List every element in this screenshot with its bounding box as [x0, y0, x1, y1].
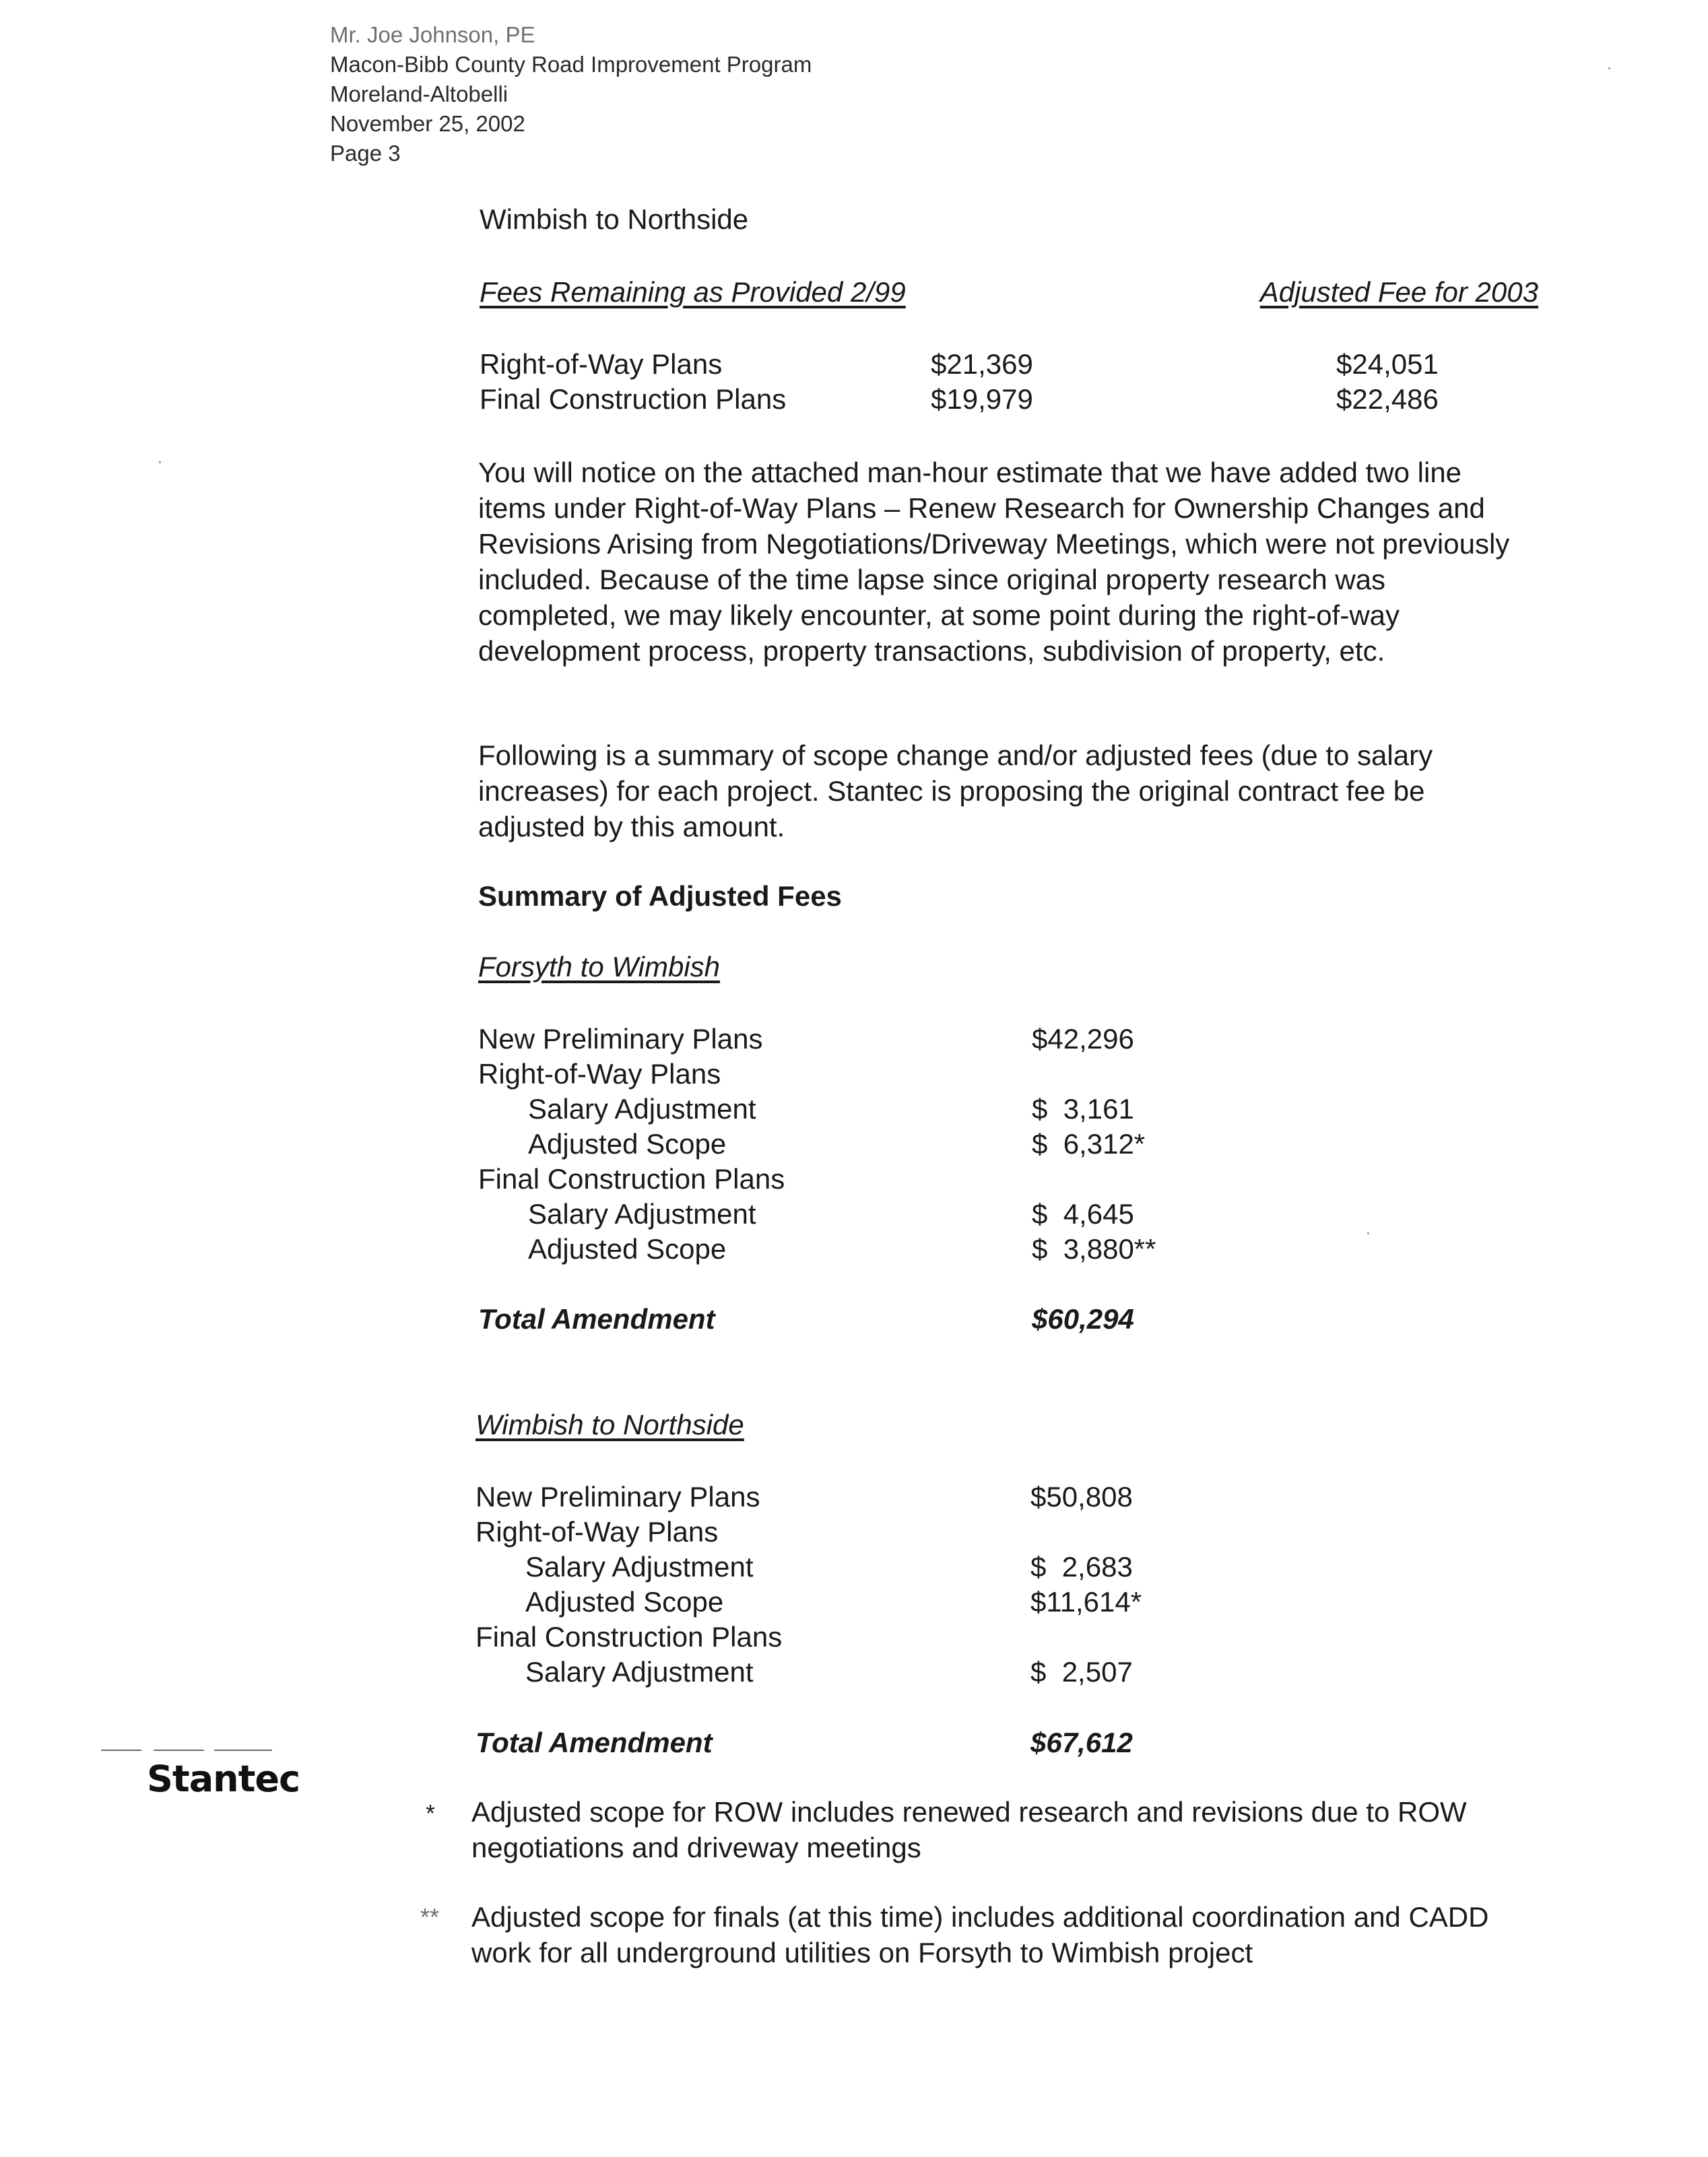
project2-name: Wimbish to Northside [475, 1409, 744, 1440]
footnote2-text: Adjusted scope for finals (at this time) includes additional coordination and CADD work for all underground utilities on Forsyth to Wimbish project [471, 1901, 1489, 1968]
p2-amount-row-salary: $ 2,683 [1030, 1551, 1133, 1583]
header-recipient: Mr. Joe Johnson, PE [330, 22, 535, 47]
row-adjusted-final-construction: $22,486 [1336, 383, 1439, 415]
p1-label-final-construction: Final Construction Plans [478, 1163, 785, 1195]
logo-rule-4 [237, 1750, 272, 1751]
p2-amount-row-scope: $11,614* [1030, 1586, 1142, 1618]
p1-amount-row-scope: $ 6,312* [1032, 1128, 1146, 1160]
p1-label-right-of-way: Right-of-Way Plans [478, 1058, 721, 1090]
section1-title: Wimbish to Northside [480, 203, 749, 235]
p1-amount-row-salary: $ 3,161 [1032, 1093, 1134, 1125]
adjusted-fee-heading: Adjusted Fee for 2003 [1259, 276, 1538, 308]
summary-title: Summary of Adjusted Fees [478, 880, 842, 912]
scan-speck [1367, 1232, 1369, 1234]
header-company: Moreland-Altobelli [330, 81, 508, 106]
scan-speck [159, 461, 161, 463]
header-date: November 25, 2002 [330, 111, 525, 136]
p1-amount-final-scope: $ 3,880** [1032, 1233, 1156, 1265]
p2-amount-new-preliminary: $50,808 [1030, 1481, 1133, 1513]
row-adjusted-right-of-way: $24,051 [1336, 348, 1439, 380]
p2-label-row-scope: Adjusted Scope [525, 1586, 724, 1618]
p1-label-final-salary: Salary Adjustment [528, 1198, 756, 1230]
p1-label-new-preliminary: New Preliminary Plans [478, 1023, 763, 1055]
p1-total-amount: $60,294 [1032, 1303, 1134, 1335]
header-program: Macon-Bibb County Road Improvement Program [330, 52, 812, 77]
project1-name: Forsyth to Wimbish [478, 951, 721, 983]
row-label-final-construction: Final Construction Plans [480, 383, 787, 415]
p2-amount-final-salary: $ 2,507 [1030, 1656, 1133, 1688]
p2-label-right-of-way: Right-of-Way Plans [475, 1516, 719, 1548]
p1-label-row-salary: Salary Adjustment [528, 1093, 756, 1125]
p1-total-label: Total Amendment [478, 1303, 715, 1335]
footnote1-mark: * [426, 1799, 436, 1827]
paragraph-man-hour-estimate: You will notice on the attached man-hour estimate that we have added two line items under Right-of-Way Plans – Renew Research for Ownership Changes and Revisions Arising from Negotiations/Driveway Meetings, which were not previously included. Because of the time lapse since original property research was completed, we may likely encounter, at some point during the right-of-way development process, property transactions, subdivision of property, etc. [478, 457, 1510, 667]
stantec-logo: Stantec [147, 1758, 300, 1800]
p2-label-new-preliminary: New Preliminary Plans [475, 1481, 760, 1513]
p2-total-amount: $67,612 [1030, 1727, 1133, 1758]
p2-total-label: Total Amendment [475, 1727, 713, 1758]
logo-rule-1 [101, 1750, 141, 1751]
p2-label-final-salary: Salary Adjustment [525, 1656, 754, 1688]
paragraph-summary-intro: Following is a summary of scope change and/or adjusted fees (due to salary increases) for each project. Stantec is proposing the original contract fee be adjusted by this amount. [478, 739, 1433, 842]
scan-speck [1608, 67, 1610, 69]
p1-label-final-scope: Adjusted Scope [528, 1233, 727, 1265]
p2-label-final-construction: Final Construction Plans [475, 1621, 783, 1653]
row-remaining-right-of-way: $21,369 [931, 348, 1033, 380]
logo-rule-2 [154, 1750, 204, 1751]
row-label-right-of-way: Right-of-Way Plans [480, 348, 723, 380]
p2-label-row-salary: Salary Adjustment [525, 1551, 754, 1583]
p1-amount-final-salary: $ 4,645 [1032, 1198, 1134, 1230]
footnote2-mark: ** [420, 1903, 440, 1931]
p1-label-row-scope: Adjusted Scope [528, 1128, 727, 1160]
row-remaining-final-construction: $19,979 [931, 383, 1033, 415]
header-page: Page 3 [330, 141, 401, 166]
p1-amount-new-preliminary: $42,296 [1032, 1023, 1134, 1055]
fees-remaining-heading: Fees Remaining as Provided 2/99 [480, 276, 906, 308]
footnote1-text: Adjusted scope for ROW includes renewed research and revisions due to ROW negotiations and driveway meetings [471, 1796, 1467, 1863]
